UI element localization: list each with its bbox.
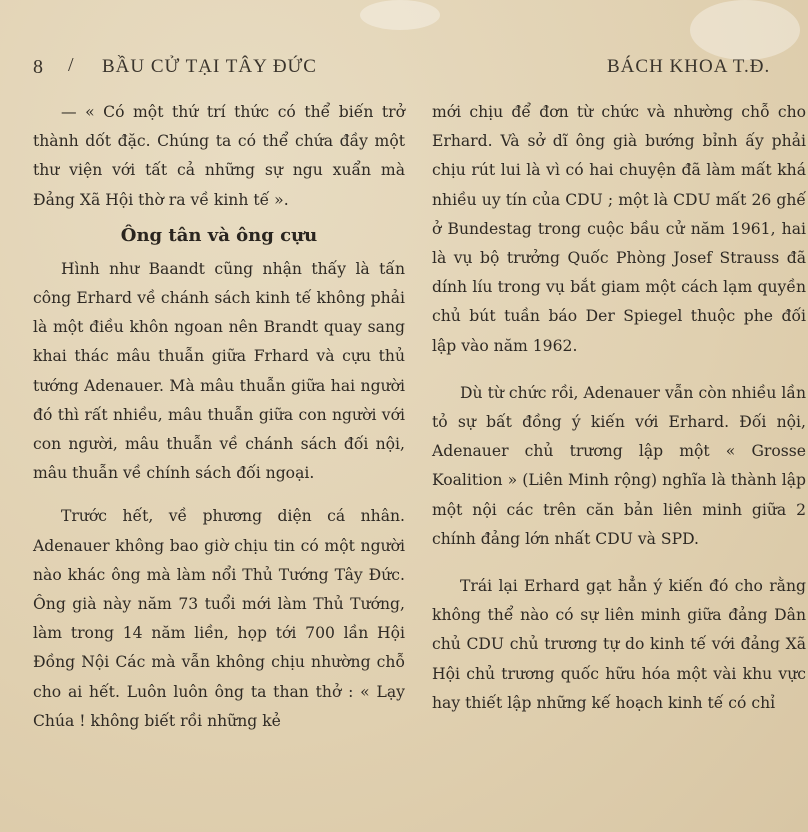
running-title-left: BẦU CỬ TẠI TÂY ĐỨC <box>102 56 317 77</box>
right-paragraph-2: Dù từ chức rồi, Adenauer vẫn còn nhiều lần tỏ sự bất đồng ý kiến với Erhard. Đối nội, Adenauer chủ trương lập một « Grosse Koalition » (Liên Minh rộng) nghĩa là thành lập một nội các trên căn bản liên minh giữa 2 chính đảng lớn nhất CDU và SPD. <box>432 383 806 548</box>
right-paragraph-3: Trái lại Erhard gạt hẳn ý kiến đó cho rằng không thể nào có sự liên minh giữa đảng Dân chủ CDU chủ trương tự do kinh tế với đảng Xã Hội chủ trương quốc hữu hóa một vài khu vực hay thiết lập những kế hoạch kinh tế có chỉ <box>432 577 806 712</box>
left-paragraph-1: — « Có một thứ trí thức có thể biến trở thành dốt đặc. Chúng ta có thể chứa đầy một thư viện với tất cả những sự ngu xuẩn mà Đảng Xã Hội thờ ra về kinh tế ». <box>33 103 405 209</box>
paper-stain <box>690 0 800 60</box>
left-paragraph-2: Hình như Baandt cũng nhận thấy là tấn công Erhard về chánh sách kinh tế không phải là một điều khôn ngoan nên Brandt quay sang khai thác mâu thuẫn giữa Frhard và cựu thủ tướng Adenauer. Mà mâu thuẫn giữa hai người đó thì rất nhiều, mâu thuẫn giữa con người với con người, mâu thuẫn về chánh sách đối nội, mâu thuẫn về chính sách đối ngoại. <box>33 259 405 483</box>
right-paragraph-1: mới chịu để đơn từ chức và nhường chỗ cho Erhard. Và sở dĩ ông già bướng bỉnh ấy phải chịu rút lui là vì có hai chuyện đã làm mất khá nhiều uy tín của CDU ; một là CDU mất 26 ghế ở Bundestag trong cuộc bầu cử năm 1961, hai là vụ bộ trưởng Quốc Phòng Josef Strauss đã dính líu trong vụ bắt giam một cách lạm quyền chủ bút tuần báo Der Spiegel thuộc phe đối lập vào năm 1962. <box>432 103 806 355</box>
page-number: 8 <box>33 56 44 78</box>
page-header <box>0 52 808 82</box>
right-column <box>432 98 806 718</box>
header-separator: / <box>68 54 75 76</box>
left-column <box>33 98 405 736</box>
paper-stain <box>360 0 440 30</box>
section-heading: Ông tân và ông cựu <box>120 224 318 246</box>
left-paragraph-3: Trước hết, về phương diện cá nhân. Adenauer không bao giờ chịu tin có một người nào khác ông mà làm nổi Thủ Tướng Tây Đức. Ông già này năm 73 tuổi mới làm Thủ Tướng, làm trong 14 năm liền, họp tới 700 lần Hội Đồng Nội Các mà vẫn không chịu nhường chỗ cho ai hết. Luôn luôn ông ta than thở : « Lạy Chúa ! không biết rồi những kẻ <box>33 507 405 730</box>
running-title-right: BÁCH KHOA T.Đ. <box>607 56 771 77</box>
